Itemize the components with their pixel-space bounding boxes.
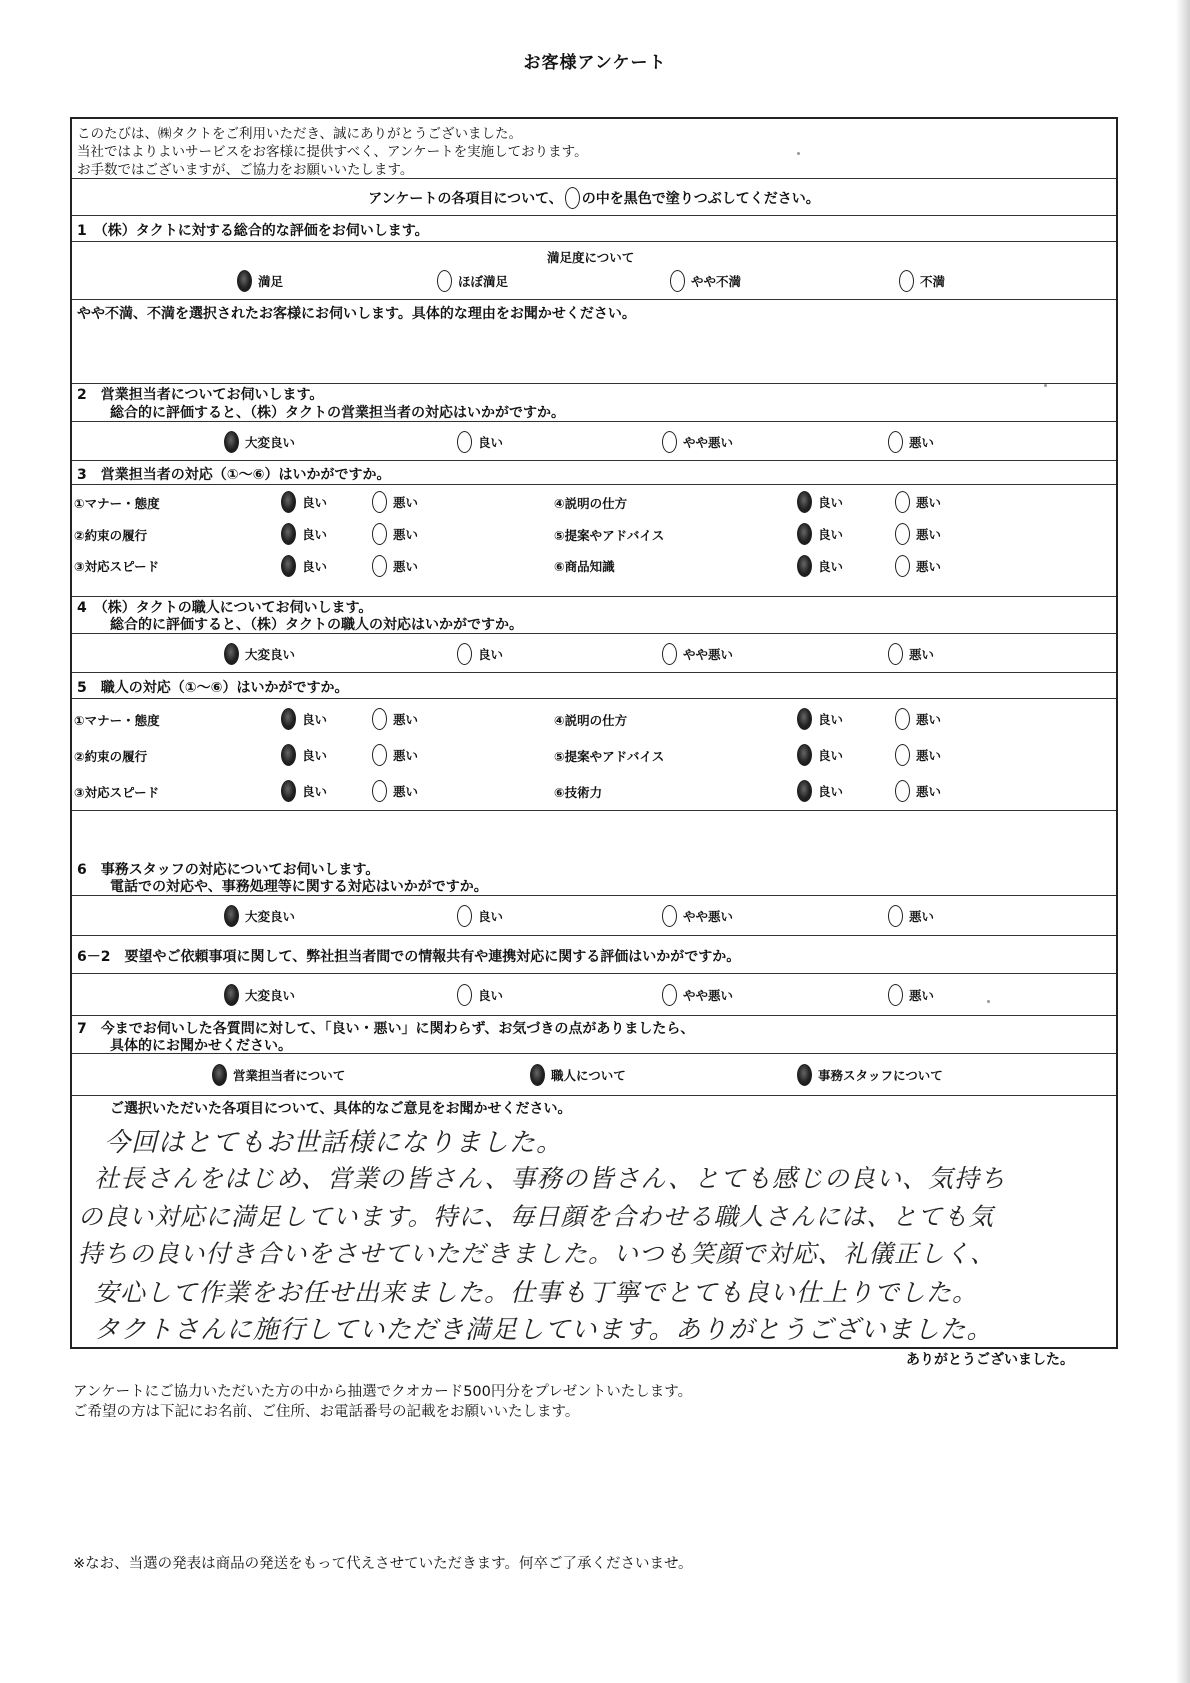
q6-2-options-row bbox=[72, 974, 1116, 1016]
radio-filled-icon bbox=[224, 905, 239, 927]
q6-option-somewhat-bad[interactable]: やや悪い bbox=[662, 905, 733, 927]
q6-2-option-good[interactable]: 良い bbox=[457, 984, 503, 1006]
scan-speck bbox=[797, 152, 800, 155]
q1-options-row bbox=[72, 242, 1116, 300]
q6-option-bad[interactable]: 悪い bbox=[888, 905, 934, 927]
q6-2-heading: 6－2 要望やご依頼事項に関して、弊社担当者間での情報共有や連携対応に関する評価はいかがですか。 bbox=[77, 949, 741, 965]
scan-speck bbox=[1044, 384, 1047, 387]
q5-item-6-good[interactable]: 良い bbox=[797, 780, 843, 802]
radio-empty-icon bbox=[457, 984, 472, 1006]
page-title: お客様アンケート bbox=[523, 53, 667, 73]
radio-empty-icon bbox=[372, 555, 387, 577]
q6-2-option-very-good[interactable]: 大変良い bbox=[224, 984, 295, 1006]
q6-2-option-bad[interactable]: 悪い bbox=[888, 984, 934, 1006]
q3-item-label: ②約束の履行 bbox=[74, 528, 148, 543]
q5-item-label: ②約束の履行 bbox=[74, 749, 148, 764]
radio-empty-icon bbox=[437, 270, 452, 292]
q5-heading-row bbox=[72, 673, 1116, 699]
q3-items-row bbox=[72, 485, 1116, 597]
q1-option-mostly-satisfied[interactable]: ほぼ満足 bbox=[437, 270, 508, 292]
q3-item-5-good[interactable]: 良い bbox=[797, 523, 843, 545]
q5-item-label: ⑤提案やアドバイス bbox=[554, 749, 665, 764]
radio-empty-icon bbox=[888, 643, 903, 665]
footer-line: ご希望の方は下記にお名前、ご住所、お電話番号の記載をお願いいたします。 bbox=[73, 1404, 580, 1420]
q7-heading-row bbox=[72, 1016, 1116, 1054]
q7-option-office-staff[interactable]: 事務スタッフについて bbox=[797, 1064, 943, 1086]
q6-options-row bbox=[72, 896, 1116, 936]
q5-item-label: ①マナー・態度 bbox=[74, 713, 160, 728]
q7-comment-prompt: ご選択いただいた各項目について、具体的なご意見をお聞かせください。 bbox=[110, 1101, 572, 1117]
q5-items-row bbox=[72, 699, 1116, 811]
radio-empty-icon bbox=[895, 708, 910, 730]
q7-option-craftsmen[interactable]: 職人について bbox=[530, 1064, 626, 1086]
radio-filled-icon bbox=[281, 523, 296, 545]
radio-empty-icon bbox=[670, 270, 685, 292]
q2-heading-row bbox=[72, 384, 1116, 422]
q6-heading-row bbox=[72, 859, 1116, 896]
footer-note: ※なお、当選の発表は商品の発送をもって代えさせていただきます。何卒ご了承くださいませ。 bbox=[73, 1556, 693, 1572]
q1-option-dissatisfied[interactable]: 不満 bbox=[899, 270, 945, 292]
checkbox-filled-icon bbox=[212, 1064, 227, 1086]
radio-empty-icon bbox=[457, 431, 472, 453]
q5-item-3-good[interactable]: 良い bbox=[281, 780, 327, 802]
q1-subheading: 満足度について bbox=[547, 250, 635, 265]
q7-heading2: 具体的にお聞かせください。 bbox=[110, 1038, 292, 1054]
q3-item-1-good[interactable]: 良い bbox=[281, 491, 327, 513]
radio-filled-icon bbox=[281, 555, 296, 577]
q3-item-3-good[interactable]: 良い bbox=[281, 555, 327, 577]
q4-options-row bbox=[72, 634, 1116, 673]
q7-option-sales[interactable]: 営業担当者について bbox=[212, 1064, 345, 1086]
radio-empty-icon bbox=[895, 744, 910, 766]
q5-item-1-good[interactable]: 良い bbox=[281, 708, 327, 730]
checkbox-filled-icon bbox=[797, 1064, 812, 1086]
checkbox-filled-icon bbox=[530, 1064, 545, 1086]
q3-item-4-good[interactable]: 良い bbox=[797, 491, 843, 513]
radio-empty-icon bbox=[895, 523, 910, 545]
q7-comment-row bbox=[72, 1096, 1116, 1349]
intro-section bbox=[72, 119, 1116, 179]
radio-empty-icon bbox=[372, 780, 387, 802]
q5-item-1-bad[interactable]: 悪い bbox=[372, 708, 418, 730]
radio-empty-icon bbox=[895, 491, 910, 513]
handwritten-line: 今回はとてもお世話様になりました。 bbox=[104, 1128, 564, 1158]
scan-page-edge bbox=[1176, 0, 1190, 1683]
q3-item-label: ⑤提案やアドバイス bbox=[554, 528, 665, 543]
intro-line: お手数ではございますが、ご協力をお願いいたします。 bbox=[77, 162, 414, 178]
q3-item-label: ①マナー・態度 bbox=[74, 496, 160, 511]
q4-option-bad[interactable]: 悪い bbox=[888, 643, 934, 665]
q4-heading-row bbox=[72, 597, 1116, 634]
q1-reason-field[interactable] bbox=[72, 324, 1116, 382]
radio-empty-icon bbox=[899, 270, 914, 292]
q5-heading: 5 職人の対応（①～⑥）はいかがですか。 bbox=[77, 680, 349, 696]
radio-filled-icon bbox=[224, 984, 239, 1006]
q3-item-3-bad[interactable]: 悪い bbox=[372, 555, 418, 577]
radio-filled-icon bbox=[797, 523, 812, 545]
q3-item-label: ④説明の仕方 bbox=[554, 496, 628, 511]
radio-empty-icon bbox=[888, 984, 903, 1006]
q3-item-2-bad[interactable]: 悪い bbox=[372, 523, 418, 545]
radio-filled-icon bbox=[281, 491, 296, 513]
q2-heading: 2 営業担当者についてお伺いします。 bbox=[77, 387, 324, 403]
radio-filled-icon bbox=[224, 431, 239, 453]
q2-option-somewhat-bad[interactable]: やや悪い bbox=[662, 431, 733, 453]
handwritten-line: 安心して作業をお任せ出来ました。仕事も丁寧でとても良い仕上りでした。 bbox=[94, 1278, 979, 1307]
intro-line: 当社ではよりよいサービスをお客様に提供すべく、アンケートを実施しております。 bbox=[77, 144, 588, 160]
q3-item-1-bad[interactable]: 悪い bbox=[372, 491, 418, 513]
thanks-text: ありがとうございました。 bbox=[906, 1352, 1074, 1368]
q1-heading: 1 （株）タクトに対する総合的な評価をお伺いします。 bbox=[77, 223, 429, 239]
radio-empty-icon bbox=[888, 431, 903, 453]
q5-item-2-good[interactable]: 良い bbox=[281, 744, 327, 766]
q6-option-good[interactable]: 良い bbox=[457, 905, 503, 927]
radio-empty-icon bbox=[372, 491, 387, 513]
q3-heading-row bbox=[72, 461, 1116, 485]
q5-item-4-good[interactable]: 良い bbox=[797, 708, 843, 730]
q6-2-heading-row bbox=[72, 936, 1116, 974]
radio-empty-icon bbox=[372, 523, 387, 545]
bubble-example-icon bbox=[565, 187, 580, 209]
contact-area[interactable] bbox=[70, 1422, 1118, 1542]
radio-filled-icon bbox=[224, 643, 239, 665]
q7-options-row bbox=[72, 1054, 1116, 1096]
radio-filled-icon bbox=[797, 744, 812, 766]
q4-heading: 4 （株）タクトの職人についてお伺いします。 bbox=[77, 600, 373, 616]
q4-option-very-good[interactable]: 大変良い bbox=[224, 643, 295, 665]
q7-heading: 7 今までお伺いした各質問に対して、「良い・悪い」に関わらず、お気づきの点がありましたら、 bbox=[77, 1021, 695, 1037]
q5-item-3-bad[interactable]: 悪い bbox=[372, 780, 418, 802]
q1-heading-row bbox=[72, 216, 1116, 242]
q7-comment-field[interactable] bbox=[72, 1120, 1116, 1346]
radio-filled-icon bbox=[797, 780, 812, 802]
handwritten-line: 社長さんをはじめ、営業の皆さん、事務の皆さん、とても感じの良い、気持ち bbox=[94, 1164, 1007, 1193]
q3-heading: 3 営業担当者の対応（①～⑥）はいかがですか。 bbox=[77, 467, 391, 483]
q2-option-bad[interactable]: 悪い bbox=[888, 431, 934, 453]
q1-option-somewhat-dissatisfied[interactable]: やや不満 bbox=[670, 270, 741, 292]
footer-line: アンケートにご協力いただいた方の中から抽選でクオカード500円分をプレゼントいたします。 bbox=[73, 1384, 693, 1400]
q3-item-label: ⑥商品知識 bbox=[554, 559, 615, 574]
radio-filled-icon bbox=[281, 744, 296, 766]
q5-item-5-bad[interactable]: 悪い bbox=[895, 744, 941, 766]
q5-item-6-bad[interactable]: 悪い bbox=[895, 780, 941, 802]
q1-option-satisfied[interactable]: 満足 bbox=[237, 270, 283, 292]
radio-filled-icon bbox=[797, 708, 812, 730]
radio-empty-icon bbox=[372, 708, 387, 730]
radio-filled-icon bbox=[797, 555, 812, 577]
handwritten-line: タクトさんに施行していただき満足しています。ありがとうございました。 bbox=[94, 1315, 993, 1345]
q3-item-2-good[interactable]: 良い bbox=[281, 523, 327, 545]
radio-filled-icon bbox=[797, 491, 812, 513]
instruction-row bbox=[72, 179, 1116, 216]
radio-empty-icon bbox=[895, 555, 910, 577]
q3-item-6-good[interactable]: 良い bbox=[797, 555, 843, 577]
q2-options-row bbox=[72, 422, 1116, 461]
q6-heading2: 電話での対応や、事務処理等に関する対応はいかがですか。 bbox=[110, 879, 488, 895]
instruction-after: の中を黒色で塗りつぶしてください。 bbox=[581, 191, 820, 207]
q1-reason-row bbox=[72, 300, 1116, 384]
q1-reason-prompt: やや不満、不満を選択されたお客様にお伺いします。具体的な理由をお聞かせください。 bbox=[77, 306, 636, 322]
radio-empty-icon bbox=[662, 984, 677, 1006]
radio-empty-icon bbox=[457, 643, 472, 665]
survey-form bbox=[70, 117, 1118, 1349]
q6-2-option-somewhat-bad[interactable]: やや悪い bbox=[662, 984, 733, 1006]
radio-empty-icon bbox=[888, 905, 903, 927]
instruction-before: アンケートの各項目について、 bbox=[368, 191, 563, 207]
q3-item-4-bad[interactable]: 悪い bbox=[895, 491, 941, 513]
radio-empty-icon bbox=[662, 905, 677, 927]
q3-item-5-bad[interactable]: 悪い bbox=[895, 523, 941, 545]
q2-heading2: 総合的に評価すると、（株）タクトの営業担当者の対応はいかがですか。 bbox=[110, 405, 565, 421]
radio-filled-icon bbox=[237, 270, 252, 292]
q2-option-good[interactable]: 良い bbox=[457, 431, 503, 453]
radio-filled-icon bbox=[281, 780, 296, 802]
q6-heading: 6 事務スタッフの対応についてお伺いします。 bbox=[77, 862, 380, 878]
q6-option-very-good[interactable]: 大変良い bbox=[224, 905, 295, 927]
handwritten-line: 持ちの良い付き合いをさせていただきました。いつも笑顔で対応、礼儀正しく、 bbox=[78, 1239, 996, 1268]
q4-option-somewhat-bad[interactable]: やや悪い bbox=[662, 643, 733, 665]
radio-empty-icon bbox=[372, 744, 387, 766]
radio-filled-icon bbox=[281, 708, 296, 730]
q2-option-very-good[interactable]: 大変良い bbox=[224, 431, 295, 453]
q5-item-2-bad[interactable]: 悪い bbox=[372, 744, 418, 766]
q5-item-4-bad[interactable]: 悪い bbox=[895, 708, 941, 730]
q4-option-good[interactable]: 良い bbox=[457, 643, 503, 665]
q5-item-5-good[interactable]: 良い bbox=[797, 744, 843, 766]
q3-item-6-bad[interactable]: 悪い bbox=[895, 555, 941, 577]
q5-item-label: ⑥技術力 bbox=[554, 785, 603, 800]
radio-empty-icon bbox=[662, 643, 677, 665]
intro-line: このたびは、㈱タクトをご利用いただき、誠にありがとうございました。 bbox=[77, 126, 522, 142]
handwritten-line: の良い対応に満足しています。特に、毎日顔を合わせる職人さんには、とても気 bbox=[78, 1202, 995, 1231]
q5-item-label: ④説明の仕方 bbox=[554, 713, 628, 728]
radio-empty-icon bbox=[895, 780, 910, 802]
instruction-text bbox=[72, 187, 1116, 209]
q3-item-label: ③対応スピード bbox=[74, 559, 160, 574]
q5-item-label: ③対応スピード bbox=[74, 785, 160, 800]
q4-heading2: 総合的に評価すると、（株）タクトの職人の対応はいかがですか。 bbox=[110, 617, 523, 633]
radio-empty-icon bbox=[457, 905, 472, 927]
radio-empty-icon bbox=[662, 431, 677, 453]
scan-speck bbox=[987, 1000, 990, 1003]
